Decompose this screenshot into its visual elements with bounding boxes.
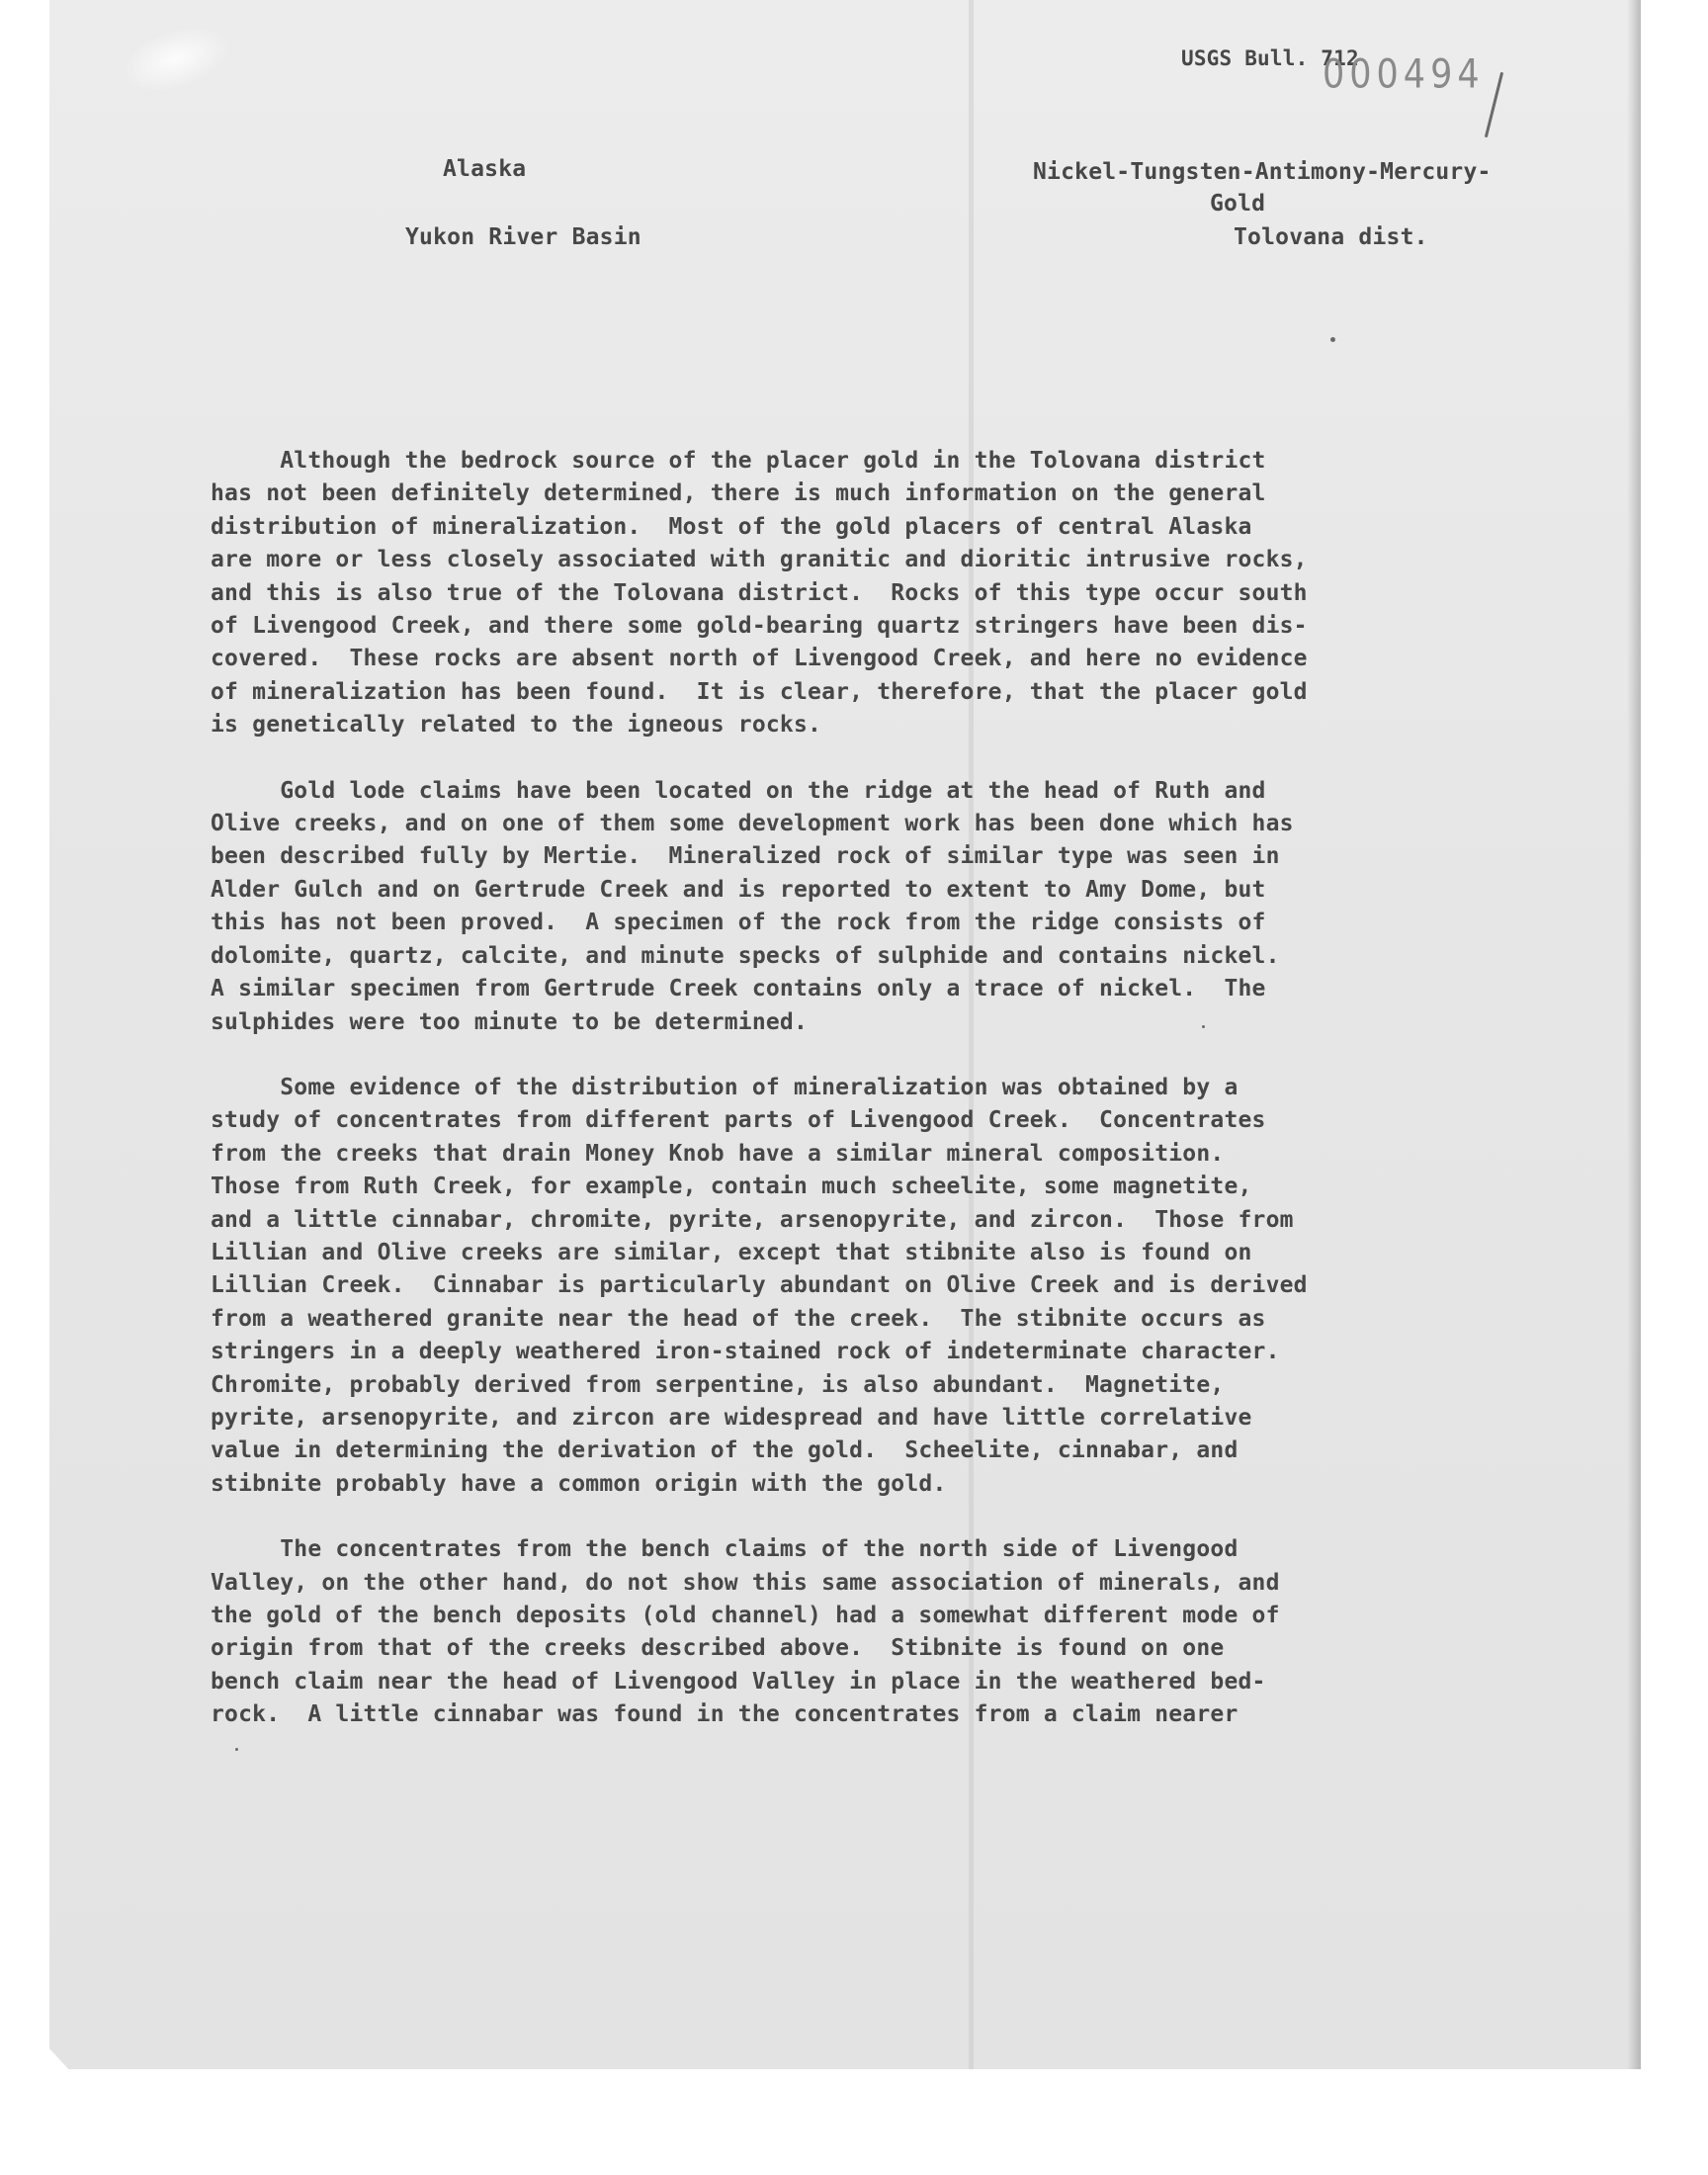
header-commodities-line2: Gold	[1210, 191, 1266, 217]
paragraph-concentrates: Some evidence of the distribution of mineralization was obtained by a study of concentrates from different parts of Livengood Creek. Concentrates from the creeks that drain Money Knob have a similar mineral composition. Those from Ruth Creek, for example, contain much scheelite, some magnetite, and a little cinnabar, chromite, pyrite, arsenopyrite, and zircon. Those from Lillian and Olive creeks are similar, except that stibnite also is found on Lillian Creek. Cinnabar is particularly abundant on Olive Creek and is derived from a weathered granite near the head of the creek. The stibnite occurs as stringers in a deeply weathered iron-stained rock of indeterminate character. Chromite, probably derived from serpentine, is also abundant. Magnetite, pyrite, arsenopyrite, and zircon are widespread and have little correlative value in determining the derivation of the gold. Scheelite, cinnabar, and stibnite probably have a common origin with the gold.	[211, 1074, 1308, 1497]
header-commodities-line1: Nickel-Tungsten-Antimony-Mercury-	[1033, 159, 1492, 185]
bulletin-reference: USGS Bull. 712	[1181, 46, 1359, 70]
paragraph-lode-claims: Gold lode claims have been located on the ridge at the head of Ruth and Olive creeks, and on one of them some development work has been done which has been described fully by Mertie. Mineralized rock of similar type was seen in Alder Gulch and on Gertrude Creek and is reported to extent to Amy Dome, but this has not been proved. A specimen of the rock from the ridge consists of dolomite, quartz, calcite, and minute specks of sulphide and contains nickel. A similar specimen from Gertrude Creek contains only a trace of nickel. The sulphides were too minute to be determined.	[211, 777, 1294, 1035]
paper-stain	[113, 14, 239, 106]
page-edge-shadow	[1627, 0, 1641, 2069]
ink-speck	[1330, 337, 1335, 342]
header-district: Tolovana dist.	[1234, 224, 1428, 250]
header-basin: Yukon River Basin	[405, 224, 641, 250]
archive-stamp-number: 000494	[1323, 52, 1485, 98]
body-text	[211, 445, 1525, 1765]
paragraph-bedrock-source: Although the bedrock source of the placer gold in the Tolovana district has not been definitely determined, there is much information on the general distribution of mineralization. Most of the gold placers of central Alaska are more or less closely associated with granitic and dioritic intrusive rocks, and this is also true of the Tolovana district. Rocks of this type occur south of Livengood Creek, and there some gold-bearing quartz stringers have been dis- covered. These rocks are absent north of Livengood Creek, and here no evidence of mineralization has been found. It is clear, therefore, that the placer gold is genetically related to the igneous rocks.	[211, 448, 1308, 739]
paragraph-bench-claims: The concentrates from the bench claims of the north side of Livengood Valley, on the other hand, do not show this same association of minerals, and the gold of the bench deposits (old channel) had a somewhat different mode of origin from that of the creeks described above. Stibnite is found on one bench claim near the head of Livengood Valley in place in the weathered bed- rock. A little cinnabar was found in the concentrates from a claim nearer	[211, 1536, 1280, 1728]
header-region: Alaska	[443, 156, 527, 182]
